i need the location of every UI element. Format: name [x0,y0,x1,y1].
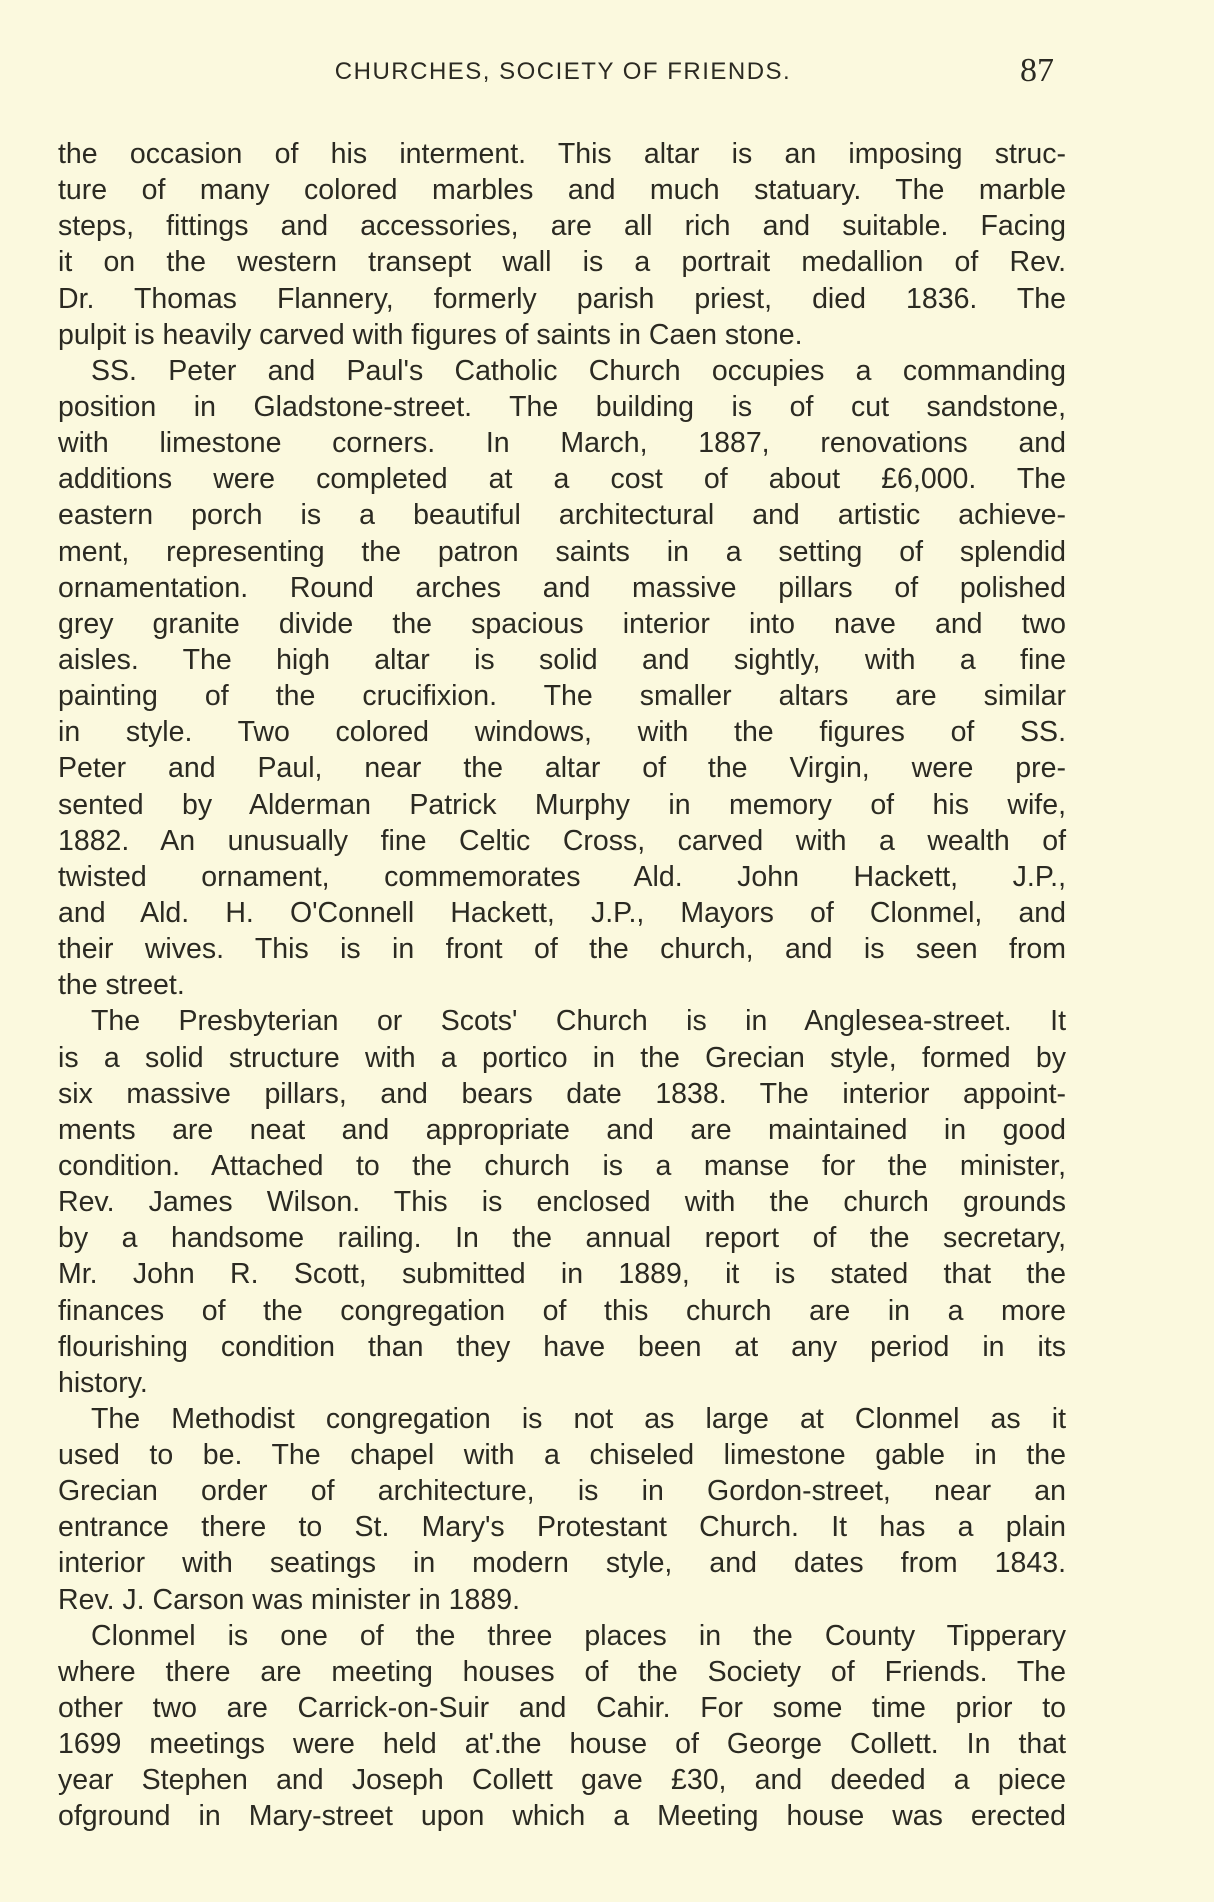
text-line: entrance there to St. Mary's Protestant Church. It has a plain [58,1511,1066,1544]
text-line: Clonmel is one of the three places in the County Tipperary [91,1619,1066,1652]
text-line: and Ald. H. O'Connell Hackett, J.P., Mayors of Clonmel, and [58,896,1066,929]
text-line: Mr. John R. Scott, submitted in 1889, it is stated that the [58,1258,1066,1291]
paragraph [58,1618,1066,1835]
text-line: ment, representing the patron saints in a setting of splendid [58,535,1066,568]
running-header [0,52,1214,96]
paragraph [58,353,1066,1004]
text-line: other two are Carrick-on-Suir and Cahir. For some time prior to [58,1692,1066,1725]
text-line: their wives. This is in front of the church, and is seen from [58,933,1066,966]
text-line: twisted ornament, commemorates Ald. John Hackett, J.P., [58,860,1066,893]
text-line: 1882. An unusually fine Celtic Cross, carved with a wealth of [58,824,1066,857]
text-line: finances of the congregation of this church are in a more [58,1294,1066,1327]
text-line: aisles. The high altar is solid and sightly, with a fine [58,643,1066,676]
text-line: six massive pillars, and bears date 1838. The interior appoint- [58,1077,1066,1110]
paragraph [58,136,1066,353]
text-line: Rev. J. Carson was minister in 1889. [58,1583,520,1616]
text-line: the occasion of his interment. This altar is an imposing struc- [58,138,1066,170]
text-line: by a handsome railing. In the annual report of the secretary, [58,1222,1066,1255]
text-line: with limestone corners. In March, 1887, renovations and [58,427,1066,460]
text-line: 1699 meetings were held at'.the house of George Collett. In that [58,1728,1066,1761]
text-line: interior with seatings in modern style, and dates from 1843. [58,1547,1066,1580]
text-line: ornamentation. Round arches and massive pillars of polished [58,571,1066,604]
text-line: is a solid structure with a portico in the Grecian style, formed by [58,1041,1066,1074]
text-line: history. [58,1366,148,1399]
text-line: SS. Peter and Paul's Catholic Church occupies a commanding [91,354,1066,387]
text-line: steps, fittings and accessories, are all rich and suitable. Facing [58,210,1066,243]
running-title: CHURCHES, SOCIETY OF FRIENDS. [334,58,792,85]
text-line: ture of many colored marbles and much statuary. The marble [58,174,1066,207]
text-line: grey granite divide the spacious interior into nave and two [58,607,1066,640]
text-line: ofground in Mary-street upon which a Meeting house was erected [58,1800,1066,1833]
text-line: pulpit is heavily carved with figures of saints in Caen stone. [58,318,803,351]
text-line: the street. [58,969,185,1002]
text-line: in style. Two colored windows, with the figures of SS. [58,716,1066,749]
text-line: year Stephen and Joseph Collett gave £30, and deeded a piece [58,1764,1066,1797]
text-line: eastern porch is a beautiful architectural and artistic achieve- [58,499,1066,532]
text-line: The Presbyterian or Scots' Church is in Anglesea-street. It [91,1005,1066,1038]
text-line: it on the western transept wall is a portrait medallion of Rev. [58,246,1066,279]
text-line: painting of the crucifixion. The smaller altars are similar [58,680,1066,713]
text-line: ments are neat and appropriate and are maintained in good [58,1113,1066,1146]
body-text [58,136,1066,1835]
text-line: Peter and Paul, near the altar of the Virgin, were pre- [58,752,1066,785]
text-line: The Methodist congregation is not as large at Clonmel as it [91,1402,1066,1435]
text-line: flourishing condition than they have been at any period in its [58,1330,1066,1363]
text-line: additions were completed at a cost of about £6,000. The [58,463,1066,496]
text-line: Rev. James Wilson. This is enclosed with the church grounds [58,1186,1066,1219]
paragraph [58,1401,1066,1618]
text-line: position in Gladstone-street. The building is of cut sandstone, [58,390,1066,423]
text-line: Dr. Thomas Flannery, formerly parish priest, died 1836. The [58,282,1066,315]
text-line: condition. Attached to the church is a manse for the minister, [58,1149,1066,1182]
page-number: 87 [1020,52,1054,89]
text-line: used to be. The chapel with a chiseled limestone gable in the [58,1439,1066,1472]
text-line: where there are meeting houses of the Society of Friends. The [58,1655,1066,1688]
text-line: Grecian order of architecture, is in Gordon-street, near an [58,1475,1066,1508]
text-line: sented by Alderman Patrick Murphy in memory of his wife, [58,788,1066,821]
paragraph [58,1003,1066,1401]
